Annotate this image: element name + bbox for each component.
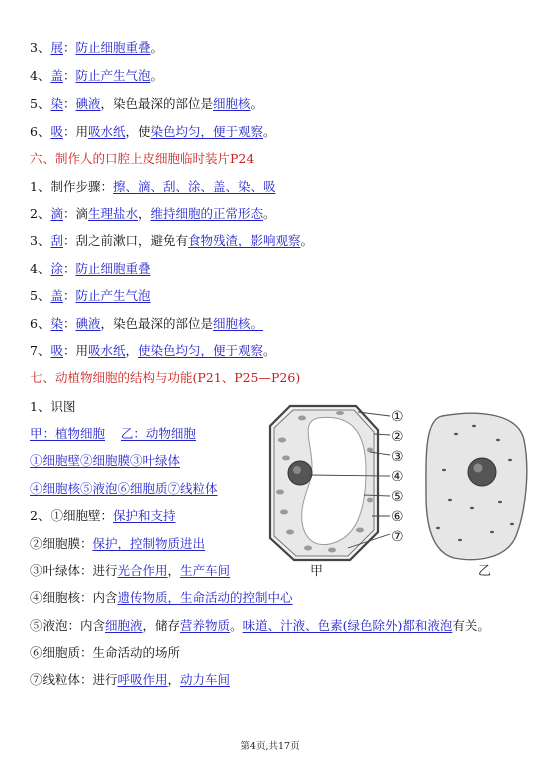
text-line-21 <box>30 590 293 606</box>
static-text: ， <box>138 206 151 221</box>
answer-text: ①细胞壁②细胞膜③叶绿体 <box>30 453 181 468</box>
static-text: ： <box>62 96 76 111</box>
answer-text: 动力车间 <box>180 672 231 687</box>
static-text: ， <box>167 563 181 578</box>
answer-text: 甲：植物细胞 <box>30 426 106 441</box>
answer-text: 营养物质 <box>180 618 231 633</box>
section-heading: 七、动植物细胞的结构与功能(P21、P25—P26) <box>30 370 301 385</box>
label-yi: 乙 <box>478 564 492 579</box>
text-line-15 <box>30 426 196 442</box>
answer-text: 保护和支持 <box>112 508 176 523</box>
static-text: ：用 <box>62 124 88 139</box>
text-line-16 <box>30 453 180 469</box>
text-line-12 <box>30 343 276 359</box>
static-text: ，使 <box>125 124 151 139</box>
text-line-10 <box>30 288 151 304</box>
static-text: ，染色最深的部位是 <box>100 96 214 111</box>
static-text: 5、 <box>30 288 51 303</box>
marker-3: ③ <box>391 449 404 465</box>
plant-nucleus <box>288 461 312 485</box>
static-text: 1、识图 <box>30 399 76 414</box>
text-line-6 <box>30 179 275 195</box>
static-text: 。 <box>300 233 314 248</box>
section-heading: 六、制作人的口腔上皮细胞临时装片P24 <box>30 151 255 166</box>
answer-text: ④细胞核⑤液泡⑥细胞质⑦线粒体 <box>30 481 218 496</box>
static-text: 1、制作步骤： <box>30 179 113 194</box>
static-text: ⑥细胞质：生命活动的场所 <box>30 645 181 660</box>
static-text: ：滴 <box>62 206 88 221</box>
answer-text: 擦、滴、刮、涂、盖、染、吸 <box>112 179 276 194</box>
answer-text: 染 <box>50 316 63 331</box>
static-text: ⑦线粒体：进行 <box>30 672 118 687</box>
text-line-9 <box>30 261 151 277</box>
static-text: ②细胞膜： <box>30 536 93 551</box>
answer-text: 盖 <box>50 68 63 83</box>
text-line-8 <box>30 233 313 249</box>
answer-text: 吸水纸 <box>87 343 126 358</box>
static-text: ： <box>62 261 76 276</box>
static-text: 6、 <box>30 124 51 139</box>
text-line-20 <box>30 563 230 579</box>
static-text: ④细胞核：内含 <box>30 590 118 605</box>
static-text: ： <box>62 40 76 55</box>
answer-text: 防止细胞重叠 <box>75 261 151 276</box>
static-text: 2、①细胞壁： <box>30 508 113 523</box>
answer-text: 乙：动物细胞 <box>120 426 196 441</box>
answer-text: 保护，控制物质进出 <box>92 536 206 551</box>
static-text: ， <box>167 672 181 687</box>
text-line-14 <box>30 399 75 415</box>
text-line-7 <box>30 206 276 222</box>
static-text: 4、 <box>30 261 51 276</box>
text-line-23 <box>30 645 180 661</box>
text-line-18 <box>30 508 175 524</box>
static-text: 2、 <box>30 206 51 221</box>
marker-1: ① <box>391 409 404 425</box>
answer-text: 防止产生气泡 <box>75 288 151 303</box>
static-text <box>105 426 121 441</box>
marker-7: ⑦ <box>391 529 404 545</box>
text-line-3 <box>30 96 263 112</box>
text-line-4 <box>30 124 276 140</box>
answer-text: 涂 <box>50 261 63 276</box>
answer-text: 防止细胞重叠 <box>75 40 151 55</box>
text-line-17 <box>30 481 218 497</box>
static-text: 。 <box>263 206 276 221</box>
static-text: ： <box>62 68 76 83</box>
page-footer: 第4页,共17页 <box>240 741 300 752</box>
answer-text: 生产车间 <box>180 563 231 578</box>
static-text: 。 <box>150 40 164 55</box>
answer-text: 滴 <box>50 206 63 221</box>
animal-cell <box>426 413 527 559</box>
animal-nucleus <box>468 458 496 486</box>
marker-2: ② <box>391 429 404 445</box>
answer-text: 生理盐水 <box>87 206 138 221</box>
static-text: 。 <box>263 343 276 358</box>
answer-text: 盖 <box>50 288 63 303</box>
static-text: ：用 <box>62 343 88 358</box>
static-text: ， <box>125 343 139 358</box>
static-text: 4、 <box>30 68 51 83</box>
static-text: 3、 <box>30 233 51 248</box>
answer-text: 碘液 <box>75 96 101 111</box>
answer-text: 细胞核 <box>213 96 251 111</box>
text-line-24 <box>30 672 230 688</box>
text-line-5 <box>30 151 254 167</box>
answer-text: 碘液 <box>75 316 101 331</box>
static-text: ，染色最深的部位是 <box>100 316 214 331</box>
answer-text: 维持细胞的正常形态 <box>150 206 264 221</box>
answer-text: 细胞液 <box>105 618 143 633</box>
answer-text: 展 <box>50 40 63 55</box>
answer-text: 染色均匀，便于观察 <box>150 124 264 139</box>
answer-text: 细胞核。 <box>213 316 264 331</box>
static-text: 3、 <box>30 40 51 55</box>
answer-text: 刮 <box>50 233 63 248</box>
static-text: 5、 <box>30 96 51 111</box>
cell-diagram <box>260 400 530 580</box>
text-line-1 <box>30 40 163 56</box>
text-line-2 <box>30 68 163 84</box>
static-text: ，储存 <box>142 618 181 633</box>
static-text: ： <box>62 316 76 331</box>
text-line-13 <box>30 370 300 386</box>
answer-text: 食物残渣，影响观察 <box>187 233 301 248</box>
static-text: ：刮之前漱口，避免有 <box>62 233 188 248</box>
static-text: ⑤液泡：内含 <box>30 618 106 633</box>
answer-text: 吸 <box>50 343 63 358</box>
marker-5: ⑤ <box>391 489 404 505</box>
answer-text: 吸 <box>50 124 63 139</box>
static-text: 有关。 <box>452 618 490 633</box>
text-line-22 <box>30 618 490 634</box>
answer-text: 染 <box>50 96 63 111</box>
answer-text: 味道、汁液、色素(绿色除外)都和液泡 <box>242 618 453 633</box>
marker-6: ⑥ <box>391 509 404 525</box>
static-text: 。 <box>250 96 264 111</box>
answer-text: 吸水纸 <box>87 124 126 139</box>
marker-4: ④ <box>391 469 404 485</box>
text-line-11 <box>30 316 263 332</box>
answer-text: 光合作用 <box>117 563 168 578</box>
static-text: 6、 <box>30 316 51 331</box>
answer-text: 使染色均匀，便于观察 <box>138 343 264 358</box>
answer-text: 呼吸作用 <box>117 672 168 687</box>
static-text: ③叶绿体：进行 <box>30 563 118 578</box>
static-text: ： <box>62 288 76 303</box>
answer-text: 遗传物质，生命活动的控制中心 <box>117 590 293 605</box>
static-text: 7、 <box>30 343 51 358</box>
answer-text: 防止产生气泡 <box>75 68 151 83</box>
label-jia: 甲 <box>310 564 324 579</box>
static-text: 。 <box>230 618 243 633</box>
static-text: 。 <box>263 124 276 139</box>
static-text: 。 <box>150 68 164 83</box>
text-line-19 <box>30 536 205 552</box>
